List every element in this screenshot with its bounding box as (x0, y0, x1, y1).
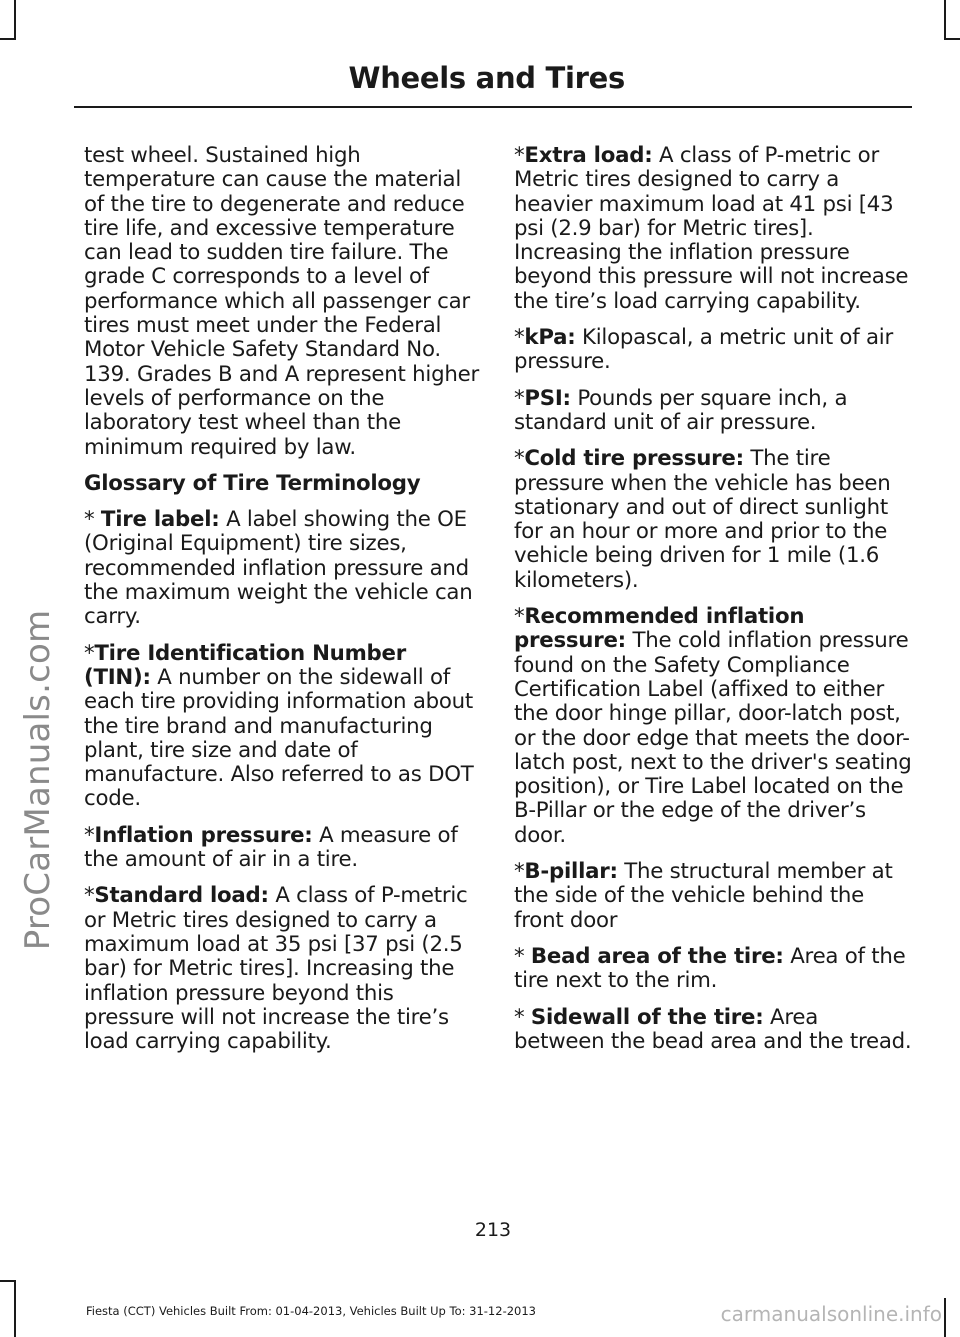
glossary-prefix: * (514, 446, 525, 472)
glossary-definition: A measure of the amount of air in a tire. (84, 822, 458, 873)
glossary-item (514, 144, 912, 314)
glossary-prefix: * (514, 1004, 531, 1030)
glossary-term: Cold tire pressure: (524, 446, 744, 472)
glossary-prefix: * (84, 640, 95, 666)
glossary-definition: Kilopascal, a metric unit of air pressure. (514, 325, 893, 375)
crop-mark (0, 38, 14, 40)
glossary-term: B-pillar: (524, 859, 618, 885)
glossary-item (514, 447, 912, 593)
crop-mark (944, 0, 946, 40)
glossary-prefix: * (514, 859, 525, 885)
glossary-item (514, 1006, 912, 1055)
page-title: Wheels and Tires (348, 61, 625, 95)
glossary-definition: A class of P-metric or Metric tires designed to carry a heavier maximum load at 41 psi [43 psi (2.9 bar) for Metric tires]. Increasing the inflation pressure beyond this pressure will not increase the tire’s load carrying capability. (514, 143, 909, 314)
glossary-term: Sidewall of the tire: (530, 1004, 764, 1030)
glossary-term: Inflation pressure: (94, 822, 313, 848)
glossary-term: kPa: (524, 325, 576, 351)
glossary-item (84, 508, 479, 629)
glossary-term: Standard load: (94, 883, 269, 909)
glossary-item (514, 387, 912, 436)
glossary-definition: The structural member at the side of the vehicle behind the front door (514, 859, 893, 933)
page-number: 213 (474, 1219, 512, 1241)
footer-text: Fiesta (CCT) Vehicles Built From: 01-04-2013, Vehicles Built Up To: 31-12-2013 (86, 1304, 536, 1318)
glossary-prefix: * (84, 822, 95, 848)
glossary-term: Bead area of the tire: (530, 943, 784, 969)
glossary-prefix: * (514, 385, 525, 411)
glossary-term: Tire Identification Number (TIN): (84, 640, 406, 690)
glossary-item (514, 326, 912, 375)
glossary-definition: Area between the bead area and the tread. (514, 1004, 912, 1054)
crop-mark (14, 0, 16, 40)
glossary-term: Recommended inflation pressure: (514, 604, 805, 654)
glossary-item (84, 642, 479, 812)
glossary-definition: The cold inflation pressure found on the Safety Compliance Certification Label (affixed to either the door hinge pillar, door-latch post, or the door edge that meets the door-latch post, next to the driver's seating position), or Tire Label located on the B-Pillar or the edge of the driver’s door. (514, 628, 912, 848)
right-column (514, 144, 912, 1066)
glossary-term: Extra load: (524, 143, 653, 168)
glossary-prefix: * (514, 604, 525, 630)
glossary-item (84, 884, 479, 1054)
crop-mark (944, 38, 960, 40)
glossary-definition: Area of the tire next to the rim. (514, 943, 906, 994)
glossary-item (514, 860, 912, 933)
glossary-definition: Pounds per square inch, a standard unit of air pressure. (514, 385, 848, 435)
crop-mark (14, 1280, 16, 1337)
header-divider (74, 106, 912, 108)
sidebar-watermark (10, 490, 66, 1070)
glossary-item (514, 605, 912, 848)
left-column (84, 144, 479, 1066)
glossary-term: PSI: (524, 385, 571, 411)
glossary-item (84, 824, 479, 873)
glossary-prefix: * (84, 883, 95, 909)
glossary-prefix: * (514, 325, 525, 351)
section-heading: Glossary of Tire Terminology (84, 470, 421, 496)
glossary-prefix: * (84, 507, 101, 533)
crop-mark (0, 1280, 14, 1282)
bottom-watermark: carmanualsonline.info (720, 1302, 942, 1326)
glossary-definition: A label showing the OE (Original Equipment) tire sizes, recommended inflation pressure and the maximum weight the vehicle can carry. (84, 507, 473, 630)
glossary-item (514, 945, 912, 994)
crop-mark (944, 1298, 946, 1337)
glossary-definition: A number on the sidewall of each tire providing information about the tire brand and manufacturing plant, tire size and date of manufacture. Also referred to as DOT code. (84, 664, 474, 812)
glossary-prefix: * (514, 943, 531, 969)
sidebar-watermark-text: ProCarManuals.com (18, 609, 58, 951)
glossary-definition: The tire pressure when the vehicle has been stationary and out of direct sunlight for an hour or more and prior to the vehicle being driven for 1 mile (1.6 kilometers). (514, 446, 891, 593)
glossary-prefix: * (514, 143, 525, 168)
glossary-definition: A class of P-metric or Metric tires designed to carry a maximum load at 35 psi [37 psi (2.5 bar) for Metric tires]. Increasing the inflation pressure beyond this pressure will not increase the tire’s load carrying capability. (84, 883, 468, 1055)
glossary-term: Tire label: (100, 507, 220, 533)
intro-paragraph: test wheel. Sustained high temperature can cause the material of the tire to degenerate and reduce tire life, and excessive temperature can lead to sudden tire failure. The grade C corresponds to a level of performance which all passenger car tires must meet under the Federal Motor Vehicle Safety Standard No. 139. Grades B and A represent higher levels of performance on the laboratory test wheel than the minimum required by law. (84, 143, 479, 460)
